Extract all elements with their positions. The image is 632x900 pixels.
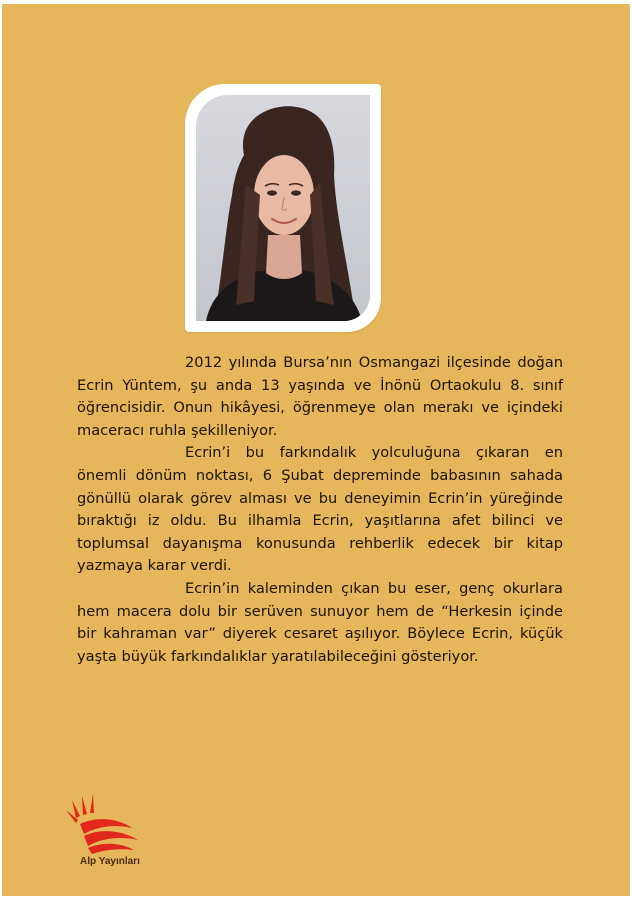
back-cover-page <box>2 4 630 896</box>
author-biography <box>77 352 563 668</box>
author-portrait-icon <box>196 95 370 321</box>
alp-yayinlari-logo-icon <box>66 794 142 854</box>
publisher-name: Alp Yayınları <box>80 856 140 867</box>
bio-paragraph-3: Ecrin’in kaleminden çıkan bu eser, genç okurlara hem macera dolu bir serüven sunuyor hem de “Herkesin içinde bir kahraman var” diyerek cesaret aşılıyor. Böylece Ecrin, küçük yaşta büyük farkındalıklar yaratılabileceğini gösteriyor. <box>77 579 563 665</box>
bio-paragraph-2: Ecrin’i bu farkındalık yolculuğuna çıkaran en önemli dönüm noktası, 6 Şubat depreminde babasının sahada gönüllü olarak görev alması ve bu deneyimin Ecrin’in yüreğinde bıraktığı iz oldu. Bu ilhamla Ecrin, yaşıtlarına afet bilinci ve toplumsal dayanışma konusunda rehberlik edecek bir kitap yazmaya karar verdi. <box>77 444 563 575</box>
publisher-logo <box>62 794 162 874</box>
author-photo <box>196 95 370 321</box>
author-photo-frame <box>185 84 381 332</box>
bio-paragraph-1: 2012 yılında Bursa’nın Osmangazi ilçesinde doğan Ecrin Yüntem, şu anda 13 yaşında ve İnönü Ortaokulu 8. sınıf öğrencisidir. Onun hikâyesi, öğrenmeye olan merakı ve içindeki maceracı ruhla şekilleniyor. <box>77 354 563 439</box>
